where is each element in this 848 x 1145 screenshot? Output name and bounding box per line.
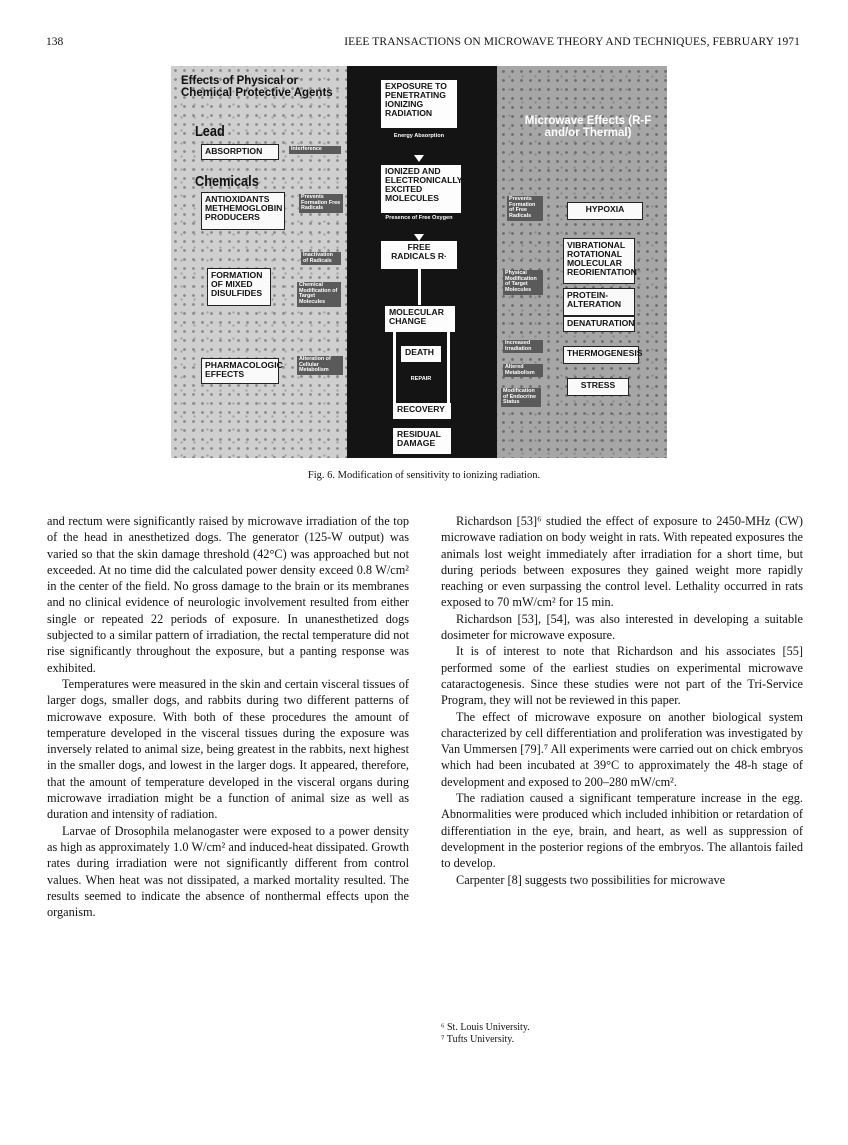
paragraph: Richardson [53], [54], was also interested in developing a suitable dosimeter for microwave exposure.: [441, 611, 803, 643]
down-arrow: [414, 234, 424, 241]
physical-modification-tag: Physical Modification of Target Molecules: [503, 270, 543, 295]
chemical-modification-tag: Chemical Modification of Target Molecules: [297, 282, 341, 307]
exposure-box: EXPOSURE TO PENETRATING IONIZING RADIATION: [381, 80, 457, 128]
paragraph: Carpenter [8] suggests two possibilities for microwave: [456, 872, 726, 887]
chemicals-label: Chemicals: [195, 173, 259, 190]
journal-header: IEEE TRANSACTIONS ON MICROWAVE THEORY AND TECHNIQUES, FEBRUARY 1971: [344, 36, 800, 48]
alteration-metabolism-tag: Alteration of Cellular Metabolism: [297, 356, 343, 375]
paragraph: Larvae of Drosophila melanogaster were exposed to a power density as high as approximately 1.0 W/cm² and induced-heat dissipated. Growth rates during irradiation were not significantly different from control values. When heat was not dissipated, a marked mortality resulted. The results seemed to indicate the absence of nonthermal effects upon the organism.: [47, 823, 409, 920]
paragraph: and rectum were significantly raised by microwave irradiation of the top of the head in anesthetized dogs. The generator (125-W output) was varied so that the skin damage threshold (42°C) was approached but not exceeded. At no time did the calculated power density exceed 0.8 W/cm² in the center of the field. No gross damage to the brain or its membranes and no clinical evidence of neurologic involvement resulted from either single or repeated 22 periods of exposure. In unanesthetized dogs subjected to a similar pattern of irradiation, the rectal temperature did not rise significantly throughout the exposure, but a panting response was exhibited.: [47, 514, 409, 675]
footnote: ⁷ Tufts University.: [441, 1034, 515, 1045]
altered-metabolism-tag: Altered Metabolism: [503, 364, 543, 377]
increased-irradiation-tag: Increased Irradiation: [503, 340, 543, 353]
paragraph: Richardson [53]⁶ studied the effect of exposure to 2450-MHz (CW) microwave radiation on body weight in rats. With repeated exposures the animals lost weight immediately after irradiation for a short time, but during periods between exposures they gained weight more rapidly reaching or even surpassing the control level. Lethality occurred in rats exposed to 70 mW/cm² for 15 min.: [441, 514, 803, 610]
prevents-formation-right-tag: Prevents Formation of Free Radicals: [507, 196, 543, 221]
figure-6: [171, 66, 667, 458]
modification-endocrine-tag: Modification of Endocrine Status: [501, 388, 541, 407]
inactivation-radicals-tag: Inactivation of Radicals: [301, 252, 341, 265]
connector-line: [447, 332, 450, 412]
recovery-box: RECOVERY: [393, 403, 451, 419]
mixed-disulfides-box: FORMATION OF MIXED DISULFIDES: [207, 268, 271, 306]
paragraph: It is of interest to note that Richardson and his associates [55] performed some of the earliest studies on experimental microwave cataractogenesis. Since these studies were not part of the Tri-Service Program, they will not be reviewed in this paper.: [441, 644, 803, 708]
denaturation-box: DENATURATION: [563, 316, 635, 332]
absorption-box: ABSORPTION: [201, 144, 279, 160]
left-panel-title: Effects of Physical or Chemical Protective Agents: [181, 75, 333, 99]
right-panel-title: Microwave Effects (R-F and/or Thermal): [524, 115, 652, 139]
energy-absorption-label: Energy Absorption: [393, 133, 445, 139]
repair-label: REPAIR: [410, 376, 432, 382]
down-arrow: [414, 155, 424, 162]
free-radicals-box: FREE RADICALS R·: [381, 241, 457, 269]
antioxidants-box: ANTIOXIDANTS METHEMOGLOBIN PRODUCERS: [201, 192, 285, 230]
stress-box: STRESS: [567, 378, 629, 396]
figure-caption: Fig. 6. Modification of sensitivity to ionizing radiation.: [307, 470, 541, 481]
pharmacologic-box: PHARMACOLOGIC EFFECTS: [201, 358, 279, 384]
lead-label: Lead: [195, 123, 225, 140]
paragraph: Temperatures were measured in the skin and certain visceral tissues of larger dogs, smaller dogs, and rabbits during two different patterns of microwave exposure. With both of these procedures the amount of temperature developed in the visceral tissues during the exposure was inversely related to animal size, being greatest in the rabbits, next highest in the smaller dogs, and lowest in the larger dogs. It appeared, therefore, that the amount of temperature developed in the visceral organs during microwave irradiation might be a function of animal size as well as duration and intensity of radiation.: [47, 676, 409, 822]
paragraph: The radiation caused a significant temperature increase in the egg. Abnormalities were produced which included inhibition or retardation of differentiation in the eye, brain, and heart, as well as suppression of development in the posterior regions of the embryos. The allantois failed to develop.: [441, 791, 803, 871]
ionized-molecules-box: IONIZED AND ELECTRONICALLY EXCITED MOLECULES: [381, 165, 461, 213]
interference-tag: Interference: [289, 146, 341, 154]
vibrational-box: VIBRATIONAL ROTATIONAL MOLECULAR REORIENTATION: [563, 238, 635, 284]
residual-damage-box: RESIDUAL DAMAGE: [393, 428, 451, 454]
connector-line: [418, 269, 421, 305]
connector-line: [393, 332, 396, 412]
paragraph: The effect of microwave exposure on another biological system characterized by cell differentiation and proliferation was investigated by Van Ummersen [79].⁷ All experiments were carried out on chick embryos which had been incubated at 39°C to approximately the 48-h stage of development and exposed to 200–280 mW/cm².: [441, 709, 803, 789]
right-column: [441, 513, 803, 888]
prevents-formation-tag: Prevents Formation Free Radicals: [299, 194, 343, 213]
thermogenesis-box: THERMOGENESIS: [563, 346, 639, 364]
left-column: [47, 513, 409, 920]
hypoxia-box: HYPOXIA: [567, 202, 643, 220]
footnote: ⁶ St. Louis University.: [441, 1022, 530, 1033]
molecular-change-box: MOLECULAR CHANGE: [385, 306, 455, 332]
presence-oxygen-label: Presence of Free Oxygen: [385, 215, 453, 221]
death-box: DEATH: [401, 346, 441, 362]
protein-alteration-box: PROTEIN-ALTERATION: [563, 288, 635, 316]
page-number: 138: [46, 36, 64, 48]
